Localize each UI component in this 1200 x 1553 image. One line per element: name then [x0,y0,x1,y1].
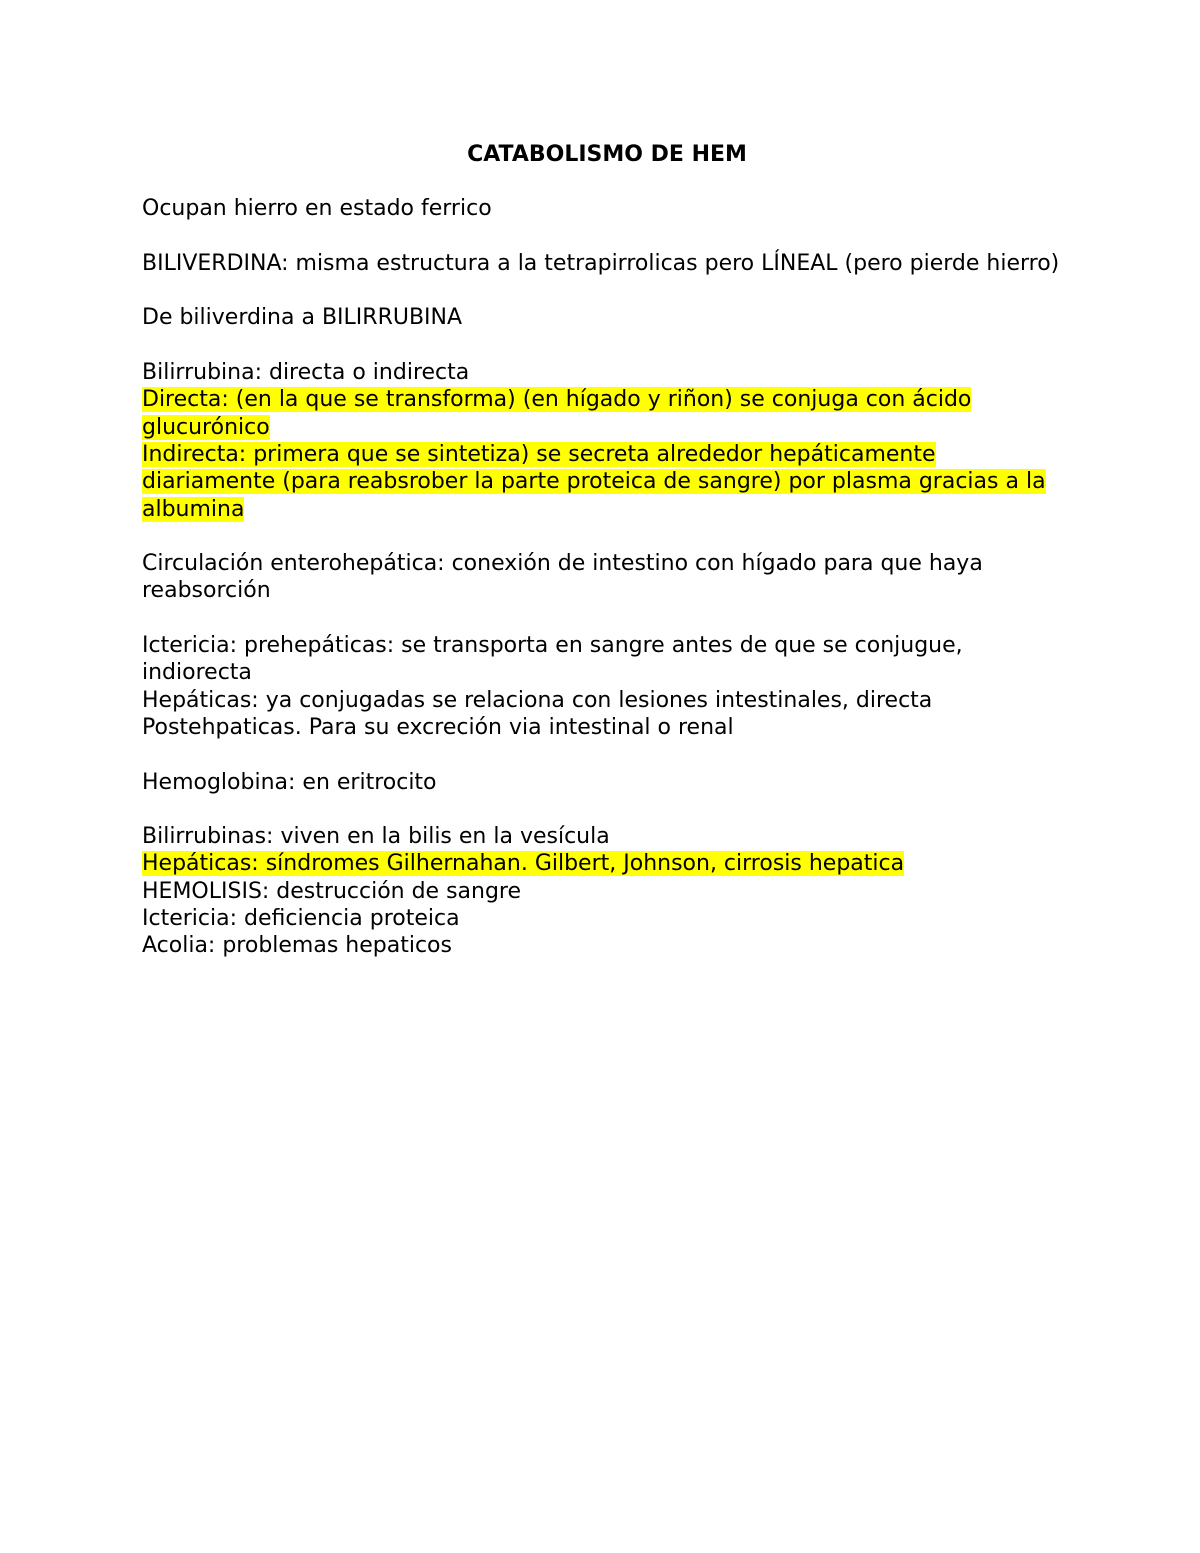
paragraph-circulacion [142,550,1072,605]
paragraph-biliverdina [142,250,1072,277]
highlight: Directa: (en la que se transforma) (en hígado y riñon) se conjuga con ácido glucurónico [142,387,972,440]
text-line: Bilirrubinas: viven en la bilis en la vesícula [142,824,610,850]
paragraph-ictericia [142,632,1072,741]
text-line: BILIVERDINA: misma estructura a la tetrapirrolicas pero LÍNEAL (pero pierde hierro) [142,250,1060,276]
text-line: Hepáticas: ya conjugadas se relaciona con lesiones intestinales, directa [142,687,933,713]
paragraph-hemoglobina [142,769,1072,796]
document-title: CATABOLISMO DE HEM [467,142,747,167]
highlighted-line-indirecta [142,441,1072,523]
document-page [142,141,1072,960]
highlight: Indirecta: primera que se sintetiza) se secreta alrededor hepáticamente diariamente (para reabsrober la parte proteica de sangre) por plasma gracias a la albumina [142,441,1046,522]
text-line: De biliverdina a BILIRRUBINA [142,305,463,331]
highlighted-line-hepaticas [142,850,1072,877]
paragraph-de-biliverdina [142,304,1072,331]
paragraph-bilirrubina-types [142,359,1072,523]
text-line: Ictericia: prehepáticas: se transporta en sangre antes de que se conjugue, indiorecta [142,633,963,686]
text-line: Ocupan hierro en estado ferrico [142,196,492,222]
text-line: HEMOLISIS: destrucción de sangre [142,878,522,904]
text-line: Hemoglobina: en eritrocito [142,769,437,795]
text-line: Ictericia: deficiencia proteica [142,906,460,932]
text-line: Bilirrubina: directa o indirecta [142,360,470,386]
text-line: Circulación enterohepática: conexión de intestino con hígado para que haya reabsorción [142,551,983,604]
paragraph-bilirrubinas [142,823,1072,959]
paragraph-ocupan-hierro [142,195,1072,222]
text-line: Acolia: problemas hepaticos [142,933,452,959]
highlight: Hepáticas: síndromes Gilhernahan. Gilbert, Johnson, cirrosis hepatica [142,851,905,877]
highlighted-line-directa [142,386,1072,441]
text-line: Postehpaticas. Para su excreción via intestinal o renal [142,714,734,740]
